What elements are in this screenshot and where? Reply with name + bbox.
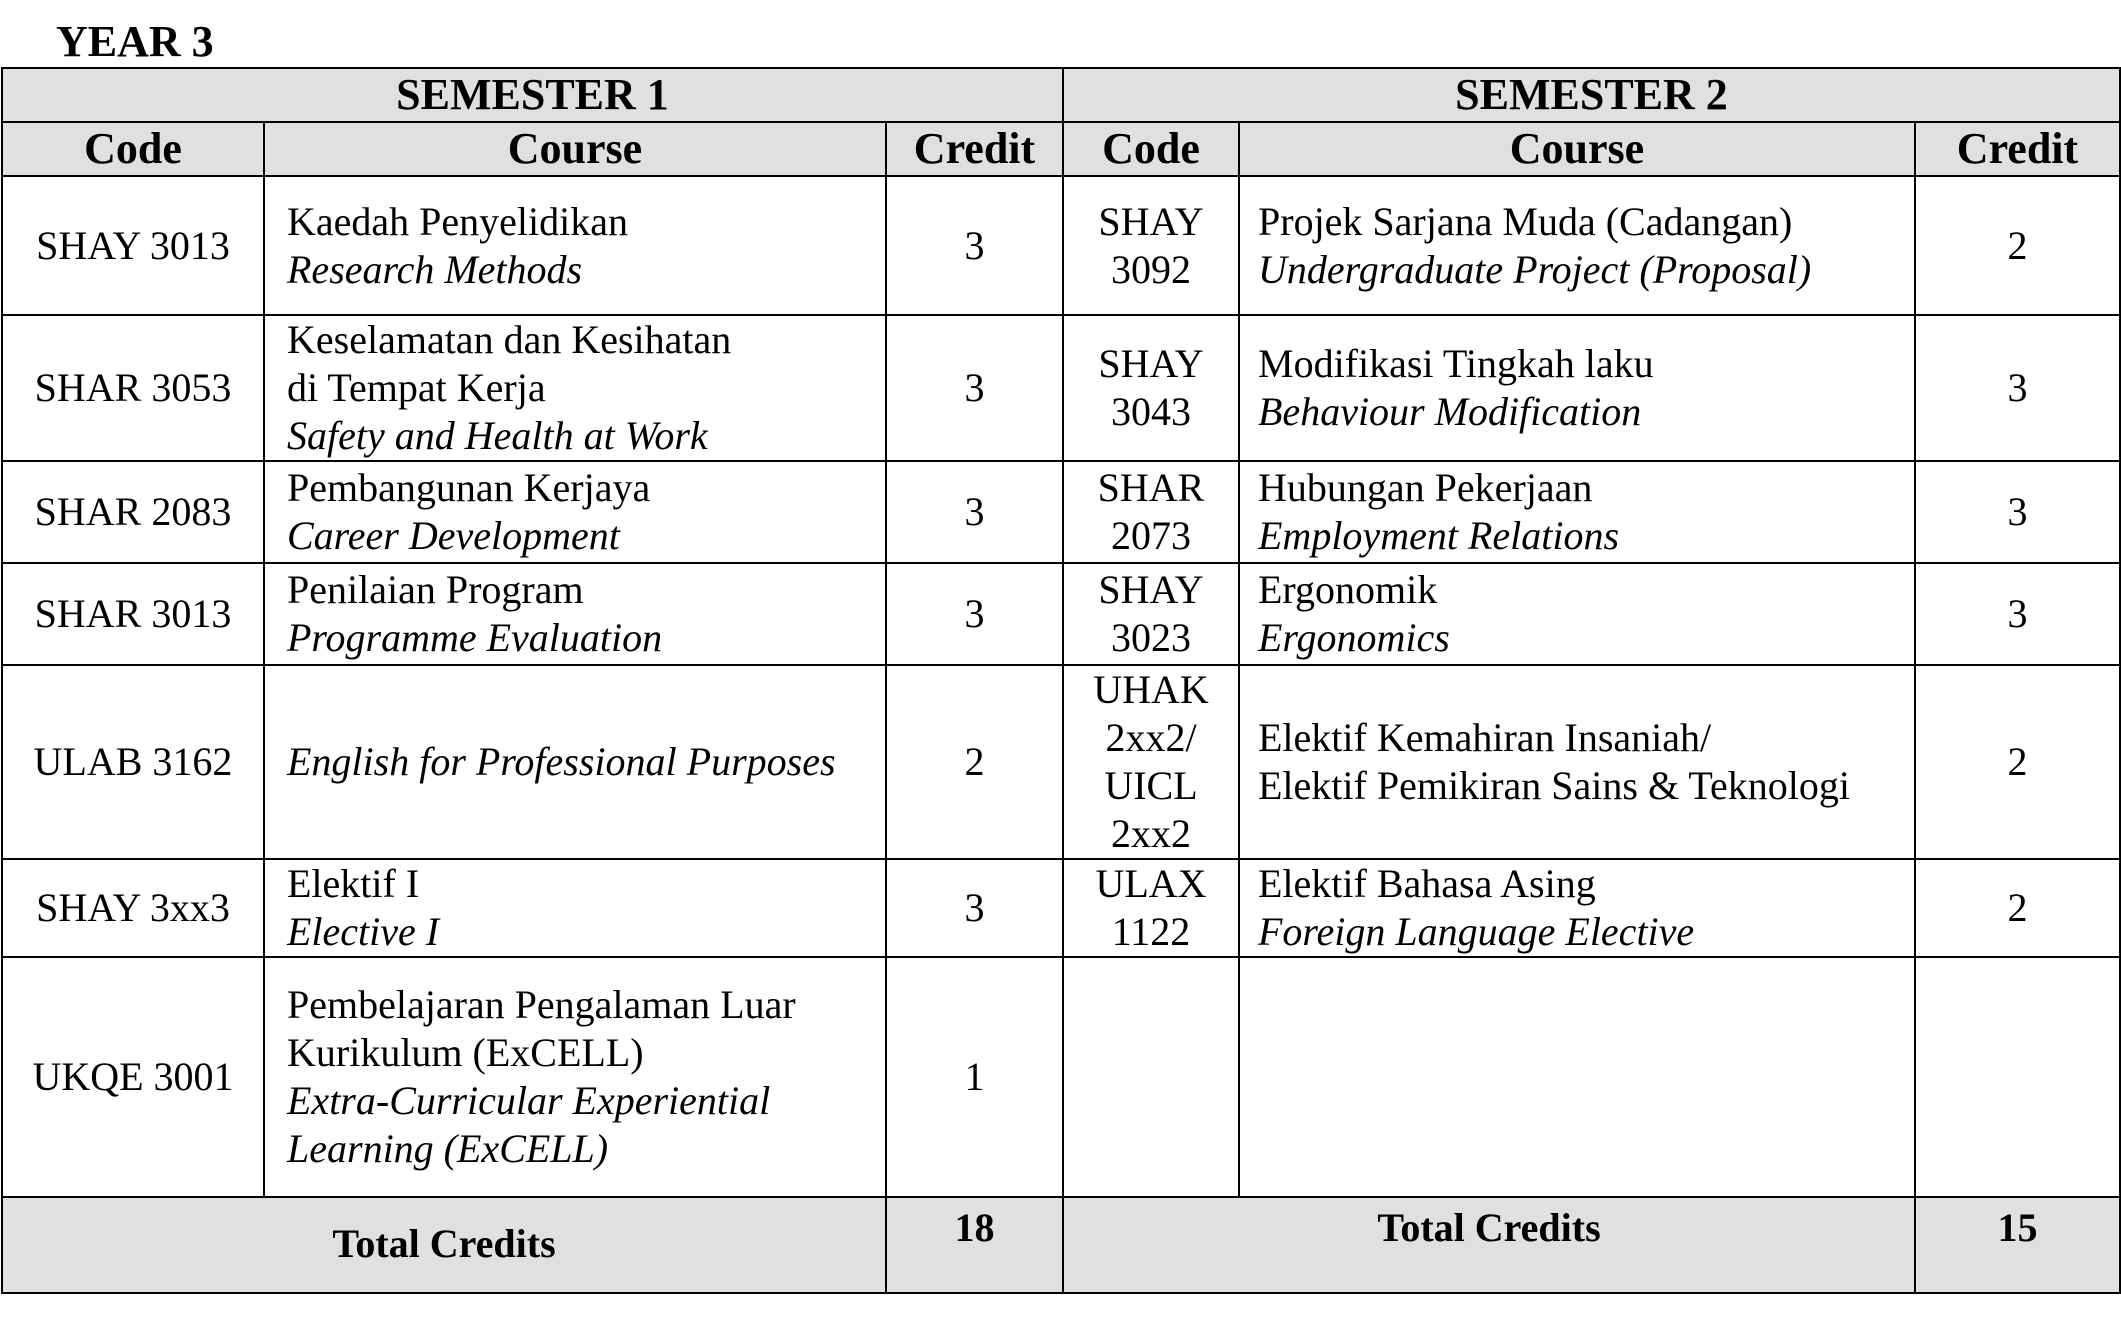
course-code-cell <box>2 665 264 859</box>
course-name-cell <box>1239 563 1915 665</box>
credit-cell: 3 <box>1915 461 2120 563</box>
course-code-cell <box>1063 563 1239 665</box>
course-code-cell <box>1063 315 1239 461</box>
course-code-cell <box>1063 859 1239 957</box>
course-malay-line: Projek Sarjana Muda (Cadangan) <box>1258 198 1793 244</box>
column-header-row <box>2 122 2120 176</box>
course-english-line: Career Development <box>287 513 620 558</box>
course-name-cell <box>264 563 886 665</box>
credit-cell <box>1915 957 2120 1197</box>
course-code-cell <box>1063 957 1239 1197</box>
table-row <box>2 957 2120 1197</box>
code-line: SHAR 2083 <box>34 489 232 534</box>
code-line: SHAR <box>1097 465 1205 510</box>
course-code-cell <box>2 176 264 315</box>
credit-cell: 3 <box>886 859 1063 957</box>
course-malay-line: Modifikasi Tingkah laku <box>1258 341 1654 386</box>
course-malay-line: Hubungan Pekerjaan <box>1258 465 1593 510</box>
table-row <box>2 176 2120 315</box>
course-malay-line: Elektif Bahasa Asing <box>1258 861 1596 906</box>
course-english-line: Research Methods <box>287 246 583 292</box>
credit-cell: 3 <box>886 563 1063 665</box>
credit-cell: 3 <box>1915 563 2120 665</box>
code-line: SHAY 3013 <box>36 222 230 268</box>
course-name-cell <box>1239 665 1915 859</box>
code-line: UKQE 3001 <box>32 1054 234 1099</box>
code-line: ULAX <box>1095 861 1207 906</box>
s2-total-value: 15 <box>1915 1197 2120 1293</box>
s2-total-label: Total Credits <box>1063 1197 1915 1293</box>
course-name-cell <box>1239 957 1915 1197</box>
s1-course-header: Course <box>264 122 886 176</box>
course-name-cell <box>1239 859 1915 957</box>
course-english-line: Elective I <box>287 909 440 954</box>
course-malay-line: Kurikulum (ExCELL) <box>287 1030 644 1075</box>
course-english-line: Learning (ExCELL) <box>287 1126 609 1171</box>
course-structure-table <box>1 67 2121 1294</box>
s1-total-label: Total Credits <box>2 1197 886 1293</box>
course-code-cell <box>2 957 264 1197</box>
course-code-cell <box>2 461 264 563</box>
semester-header-row <box>2 68 2120 122</box>
course-malay-line: Kaedah Penyelidikan <box>287 198 628 244</box>
course-name-cell <box>264 859 886 957</box>
course-code-cell <box>2 563 264 665</box>
course-english-line: Safety and Health at Work <box>287 413 708 458</box>
table-row <box>2 665 2120 859</box>
course-english-line: English for Professional Purposes <box>287 739 836 784</box>
credit-cell: 2 <box>1915 859 2120 957</box>
course-name-cell <box>264 461 886 563</box>
code-line: SHAY 3xx3 <box>36 885 230 930</box>
course-code-cell <box>2 859 264 957</box>
course-malay-line: Keselamatan dan Kesihatan <box>287 317 732 362</box>
code-line: 2073 <box>1111 513 1191 558</box>
code-line: SHAY <box>1098 567 1204 612</box>
course-english-line: Extra-Curricular Experiential <box>287 1078 771 1123</box>
code-line: 2xx2/ <box>1105 715 1197 760</box>
s2-course-header: Course <box>1239 122 1915 176</box>
code-line: SHAY <box>1098 341 1204 386</box>
year-title: YEAR 3 <box>56 17 214 66</box>
code-line: SHAR 3053 <box>34 365 232 410</box>
credit-cell: 1 <box>886 957 1063 1197</box>
course-name-cell <box>1239 176 1915 315</box>
course-malay-line: Elektif I <box>287 861 420 906</box>
course-english-line: Employment Relations <box>1258 513 1620 558</box>
credit-cell: 3 <box>886 315 1063 461</box>
course-english-line: Foreign Language Elective <box>1258 909 1695 954</box>
course-malay-line: Ergonomik <box>1258 567 1438 612</box>
course-code-cell <box>1063 665 1239 859</box>
table-row <box>2 315 2120 461</box>
code-line: 3023 <box>1111 615 1191 660</box>
credit-cell: 3 <box>886 461 1063 563</box>
table-row <box>2 461 2120 563</box>
code-line: 3092 <box>1111 246 1191 292</box>
course-malay-line: Pembangunan Kerjaya <box>287 465 651 510</box>
course-english-line: Programme Evaluation <box>287 615 663 660</box>
course-malay-line: Elektif Pemikiran Sains & Teknologi <box>1258 763 1850 808</box>
code-line: SHAY <box>1098 198 1204 244</box>
code-line: SHAR 3013 <box>34 591 232 636</box>
s2-code-header: Code <box>1063 122 1239 176</box>
course-name-cell <box>1239 315 1915 461</box>
credit-cell: 2 <box>1915 176 2120 315</box>
total-row <box>2 1197 2120 1293</box>
course-english-line: Behaviour Modification <box>1258 389 1642 434</box>
course-code-cell <box>2 315 264 461</box>
course-code-cell <box>1063 461 1239 563</box>
s2-credit-header: Credit <box>1915 122 2120 176</box>
code-line: 3043 <box>1111 389 1191 434</box>
course-name-cell <box>264 315 886 461</box>
credit-cell: 2 <box>1915 665 2120 859</box>
s1-code-header: Code <box>2 122 264 176</box>
semester-1-header: SEMESTER 1 <box>2 68 1063 122</box>
course-malay-line: Penilaian Program <box>287 567 584 612</box>
course-english-line: Undergraduate Project (Proposal) <box>1258 246 1812 292</box>
semester-2-header: SEMESTER 2 <box>1063 68 2120 122</box>
course-malay-line: di Tempat Kerja <box>287 365 546 410</box>
code-line: UHAK <box>1093 667 1209 712</box>
code-line: 2xx2 <box>1111 811 1191 856</box>
course-malay-line: Pembelajaran Pengalaman Luar <box>287 982 796 1027</box>
course-code-cell <box>1063 176 1239 315</box>
s1-total-value: 18 <box>886 1197 1063 1293</box>
code-line: ULAB 3162 <box>33 739 233 784</box>
credit-cell: 3 <box>1915 315 2120 461</box>
code-line: UICL <box>1104 763 1198 808</box>
course-name-cell <box>1239 461 1915 563</box>
course-name-cell <box>264 665 886 859</box>
credit-cell: 3 <box>886 176 1063 315</box>
code-line: 1122 <box>1111 909 1191 954</box>
s1-credit-header: Credit <box>886 122 1063 176</box>
course-name-cell <box>264 176 886 315</box>
table-row <box>2 563 2120 665</box>
table-row <box>2 859 2120 957</box>
credit-cell: 2 <box>886 665 1063 859</box>
course-english-line: Ergonomics <box>1258 615 1450 660</box>
course-malay-line: Elektif Kemahiran Insaniah/ <box>1258 715 1712 760</box>
course-name-cell <box>264 957 886 1197</box>
